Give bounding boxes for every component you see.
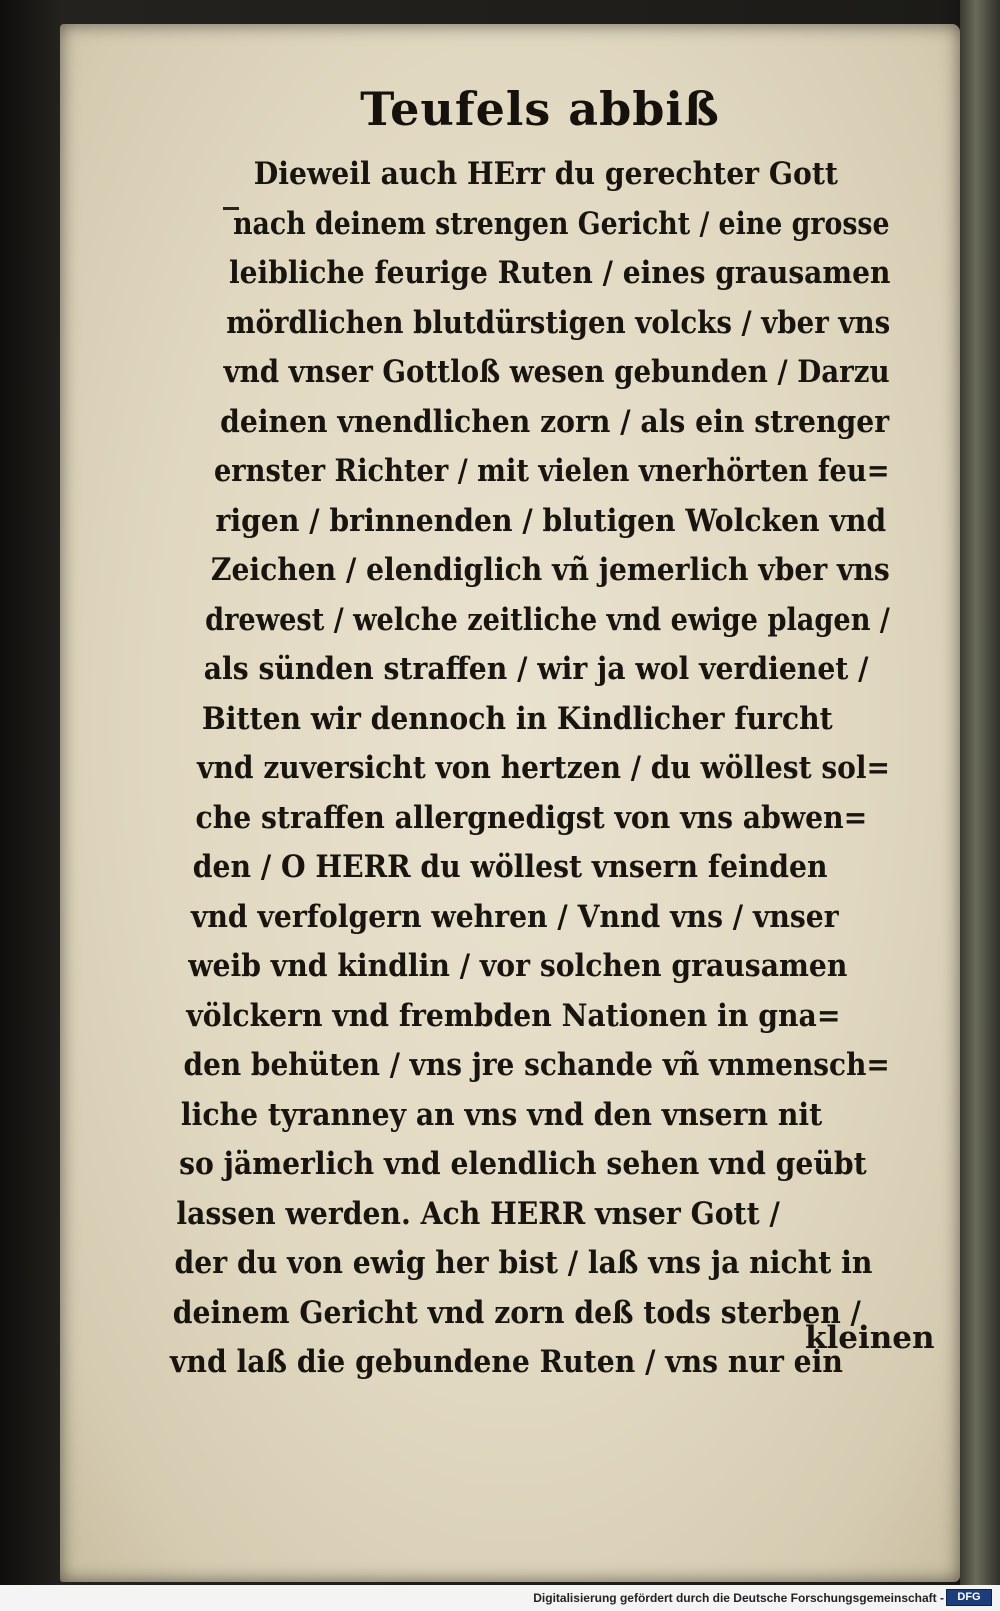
- text-line: deinem Gericht vnd zorn deß tods sterben /: [172, 1294, 861, 1331]
- text-line: lassen werden. Ach HERR vnser Gott /: [176, 1195, 780, 1232]
- text-line: liche tyranney an vns vnd den vnsern nit: [180, 1096, 823, 1133]
- text-line: nach deinem strengen Gericht / eine grosse: [233, 205, 890, 242]
- text-line: als sünden straffen / wir ja wol verdienet /: [203, 651, 869, 687]
- text-line: Zeichen / elendiglich vñ jemerlich vber vns: [210, 552, 890, 588]
- footer-credit: Digitalisierung gefördert durch die Deutsche Forschungsgemeinschaft -: [533, 1591, 944, 1605]
- text-line: vnd vnser Gottloß wesen gebunden / Darzu: [223, 354, 890, 390]
- running-header: Teufels abbiß: [360, 82, 720, 136]
- text-line: völckern vnd frembden Nationen in gna=: [186, 997, 841, 1034]
- text-line: che straffen allergnedigst von vns abwen=: [195, 799, 868, 836]
- book-spine: [960, 0, 1000, 1585]
- text-line: mördlichen blutdürstigen volcks / vber vns: [226, 304, 891, 341]
- body-text: [170, 150, 960, 1388]
- text-line: rigen / brinnenden / blutigen Wolcken vnd: [215, 502, 887, 539]
- text-line: deinen vnendlichen zorn / als ein strenger: [220, 403, 890, 440]
- text-line: der du von ewig her bist / laß vns ja nicht in: [174, 1245, 873, 1281]
- text-line: drewest / welche zeitliche vnd ewige plagen /: [205, 601, 890, 638]
- catchword: kleinen: [805, 1320, 935, 1356]
- text-line: vnd zuversicht von hertzen / du wöllest sol=: [197, 750, 891, 786]
- text-line: Dieweil auch HErr du gerechter Gott: [253, 156, 838, 192]
- text-line: weib vnd kindlin / vor solchen grausamen: [188, 948, 848, 984]
- text-line: ernster Richter / mit vielen vnerhörten feu=: [213, 453, 890, 489]
- dfg-logo: DFG: [946, 1589, 992, 1606]
- text-line: vnd verfolgern wehren / Vnnd vns / vnser: [190, 898, 839, 935]
- text-line: so jämerlich vnd elendlich sehen vnd geübt: [179, 1146, 867, 1182]
- footer-bar: [0, 1585, 1000, 1611]
- text-line: Bitten wir dennoch in Kindlicher furcht: [201, 700, 833, 737]
- text-line: den behüten / vns jre schande vñ vnmensch=: [183, 1047, 890, 1083]
- text-line: vnd laß die gebundene Ruten / vns nur ein: [170, 1344, 843, 1380]
- text-line: den / O HERR du wöllest vnsern feinden: [192, 849, 828, 885]
- text-line: leibliche feurige Ruten / eines grausamen: [228, 255, 891, 291]
